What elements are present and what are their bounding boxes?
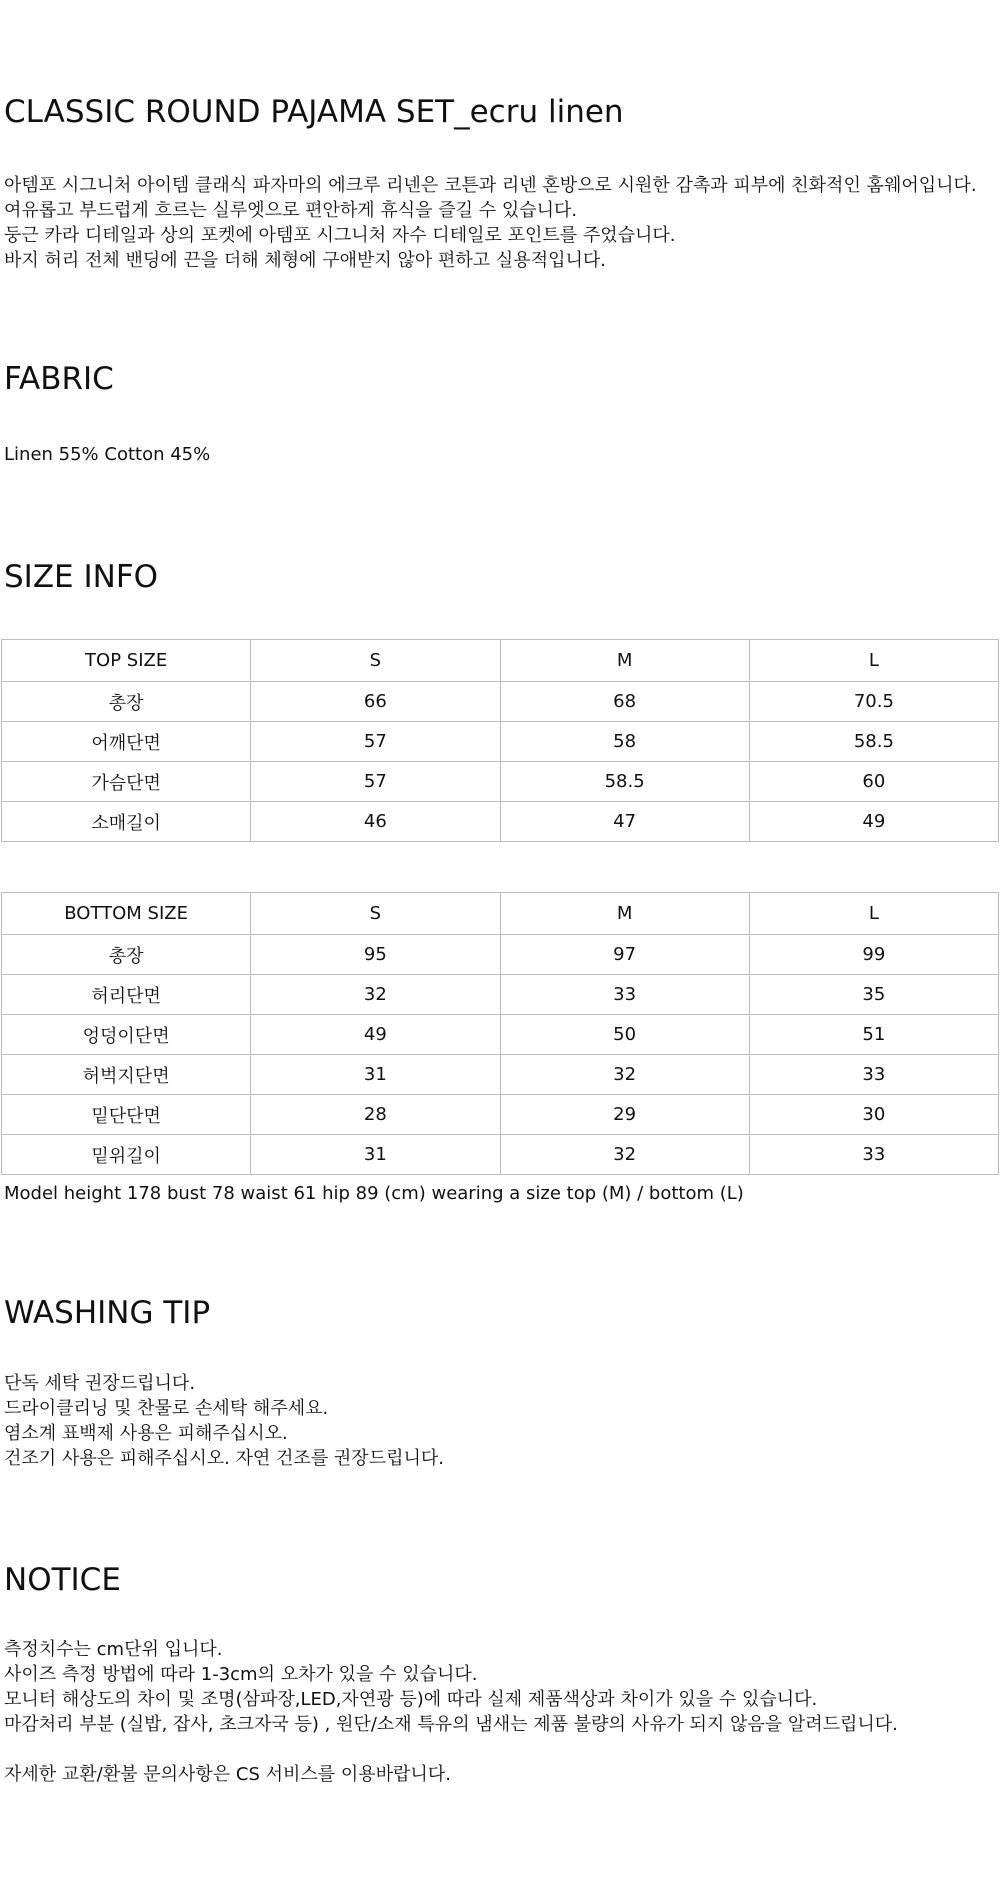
table-row [2,1015,999,1055]
fabric-heading: FABRIC [4,361,114,397]
washing-line: 단독 세탁 권장드립니다. [4,1373,196,1394]
washing-line: 드라이클리닝 및 찬물로 손세탁 해주세요. [4,1398,329,1419]
table-cell: 32 [500,1135,749,1175]
notice-line: 자세한 교환/환불 문의사항은 CS 서비스를 이용바랍니다. [4,1764,451,1785]
table-cell: 60 [749,762,998,802]
table-header-cell: L [749,640,998,682]
table-cell: 58.5 [500,762,749,802]
table-cell: 49 [749,802,998,842]
table-row [2,762,999,802]
table-cell: 35 [749,975,998,1015]
table-cell: 57 [251,722,500,762]
table-cell: 엉덩이단면 [2,1015,251,1055]
table-header-cell: S [251,640,500,682]
top-size-table [1,639,999,842]
notice-line: 마감처리 부분 (실밥, 잡사, 초크자국 등) , 원단/소재 특유의 냄새는 제품 불량의 사유가 되지 않음을 알려드립니다. [4,1714,898,1735]
table-row [2,975,999,1015]
washing-line: 염소계 표백제 사용은 피해주십시오. [4,1423,288,1444]
table-cell: 허리단면 [2,975,251,1015]
table-cell: 어깨단면 [2,722,251,762]
table-cell: 47 [500,802,749,842]
table-header-row [2,893,999,935]
table-cell: 33 [749,1135,998,1175]
table-cell: 46 [251,802,500,842]
product-description [4,173,977,273]
washing-line: 건조기 사용은 피해주십시오. 자연 건조를 권장드립니다. [4,1448,444,1469]
size-info-heading: SIZE INFO [4,559,159,595]
description-line: 여유롭고 부드럽게 흐르는 실루엣으로 편안하게 휴식을 즐길 수 있습니다. [4,200,578,221]
table-cell: 32 [500,1055,749,1095]
table-header-cell: M [500,640,749,682]
washing-instructions [4,1371,444,1471]
table-cell: 51 [749,1015,998,1055]
description-line: 둥근 카라 디테일과 상의 포켓에 아템포 시그니처 자수 디테일로 포인트를 주었습니다. [4,225,676,246]
table-cell: 31 [251,1055,500,1095]
notice-line: 측정치수는 cm단위 입니다. [4,1639,223,1660]
table-header-row [2,640,999,682]
table-row [2,1095,999,1135]
table-cell: 29 [500,1095,749,1135]
table-header-cell: BOTTOM SIZE [2,893,251,935]
table-cell: 허벅지단면 [2,1055,251,1095]
table-row [2,722,999,762]
notice-text [4,1637,898,1787]
description-line: 바지 허리 전체 밴딩에 끈을 더해 체형에 구애받지 않아 편하고 실용적입니다. [4,250,606,271]
table-cell: 32 [251,975,500,1015]
table-cell: 49 [251,1015,500,1055]
bottom-size-table [1,892,999,1175]
table-cell: 66 [251,682,500,722]
table-cell: 총장 [2,935,251,975]
table-cell: 70.5 [749,682,998,722]
table-cell: 50 [500,1015,749,1055]
notice-line: 모니터 해상도의 차이 및 조명(삼파장,LED,자연광 등)에 따라 실제 제품색상과 차이가 있을 수 있습니다. [4,1689,818,1710]
table-row [2,935,999,975]
table-cell: 58 [500,722,749,762]
table-cell: 33 [749,1055,998,1095]
table-cell: 99 [749,935,998,975]
fabric-composition: Linen 55% Cotton 45% [4,444,211,465]
table-cell: 97 [500,935,749,975]
notice-line: 사이즈 측정 방법에 따라 1-3cm의 오차가 있을 수 있습니다. [4,1664,478,1685]
table-row [2,1055,999,1095]
table-cell: 58.5 [749,722,998,762]
description-line: 아템포 시그니처 아이템 클래식 파자마의 에크루 리넨은 코튼과 리넨 혼방으로 시원한 감촉과 피부에 친화적인 홈웨어입니다. [4,175,977,196]
table-header-cell: L [749,893,998,935]
notice-heading: NOTICE [4,1562,121,1598]
table-cell: 57 [251,762,500,802]
table-header-cell: S [251,893,500,935]
table-header-cell: TOP SIZE [2,640,251,682]
table-row [2,682,999,722]
table-cell: 소매길이 [2,802,251,842]
table-cell: 밑단단면 [2,1095,251,1135]
table-cell: 총장 [2,682,251,722]
table-cell: 30 [749,1095,998,1135]
table-row [2,1135,999,1175]
table-cell: 가슴단면 [2,762,251,802]
table-cell: 33 [500,975,749,1015]
product-title: CLASSIC ROUND PAJAMA SET_ecru linen [4,94,624,130]
washing-tip-heading: WASHING TIP [4,1295,211,1331]
model-size-note: Model height 178 bust 78 waist 61 hip 89 (cm) wearing a size top (M) / bottom (L) [4,1183,744,1204]
table-cell: 28 [251,1095,500,1135]
notice-spacer [4,1737,898,1762]
table-cell: 31 [251,1135,500,1175]
table-row [2,802,999,842]
table-cell: 68 [500,682,749,722]
table-header-cell: M [500,893,749,935]
table-cell: 95 [251,935,500,975]
table-cell: 밑위길이 [2,1135,251,1175]
